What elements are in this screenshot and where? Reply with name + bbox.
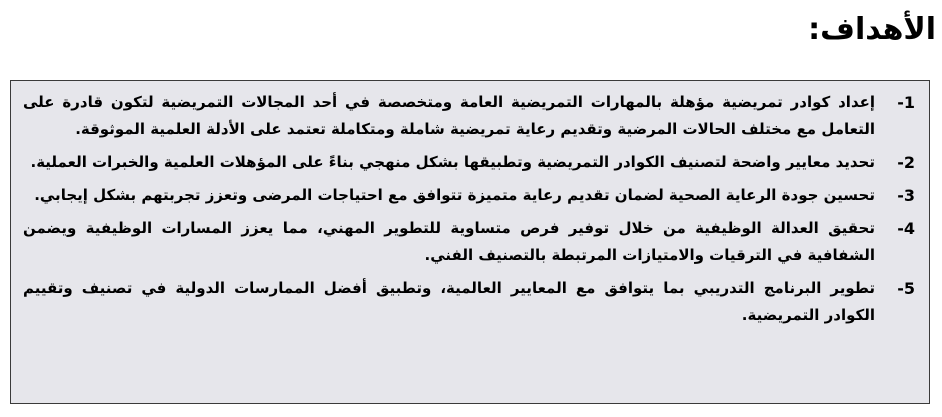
goal-text: تحديد معايير واضحة لتصنيف الكوادر التمريضية وتطبيقها بشكل منهجي بناءً على المؤهلات العلمية والخبرات العملية. [30, 153, 875, 171]
goal-number: -3 [897, 186, 915, 205]
goal-item-4 [23, 215, 915, 269]
goal-number: -2 [897, 153, 915, 172]
page-title: الأهداف: [808, 12, 936, 47]
goal-number: -5 [897, 279, 915, 298]
goal-text: تطوير البرنامج التدريبي بما يتوافق مع المعايير العالمية، وتطبيق أفضل الممارسات الدولية في تصنيف وتقييم الكوادر التمريضية. [23, 279, 875, 324]
goal-text: تحسين جودة الرعاية الصحية لضمان تقديم رعاية متميزة تتوافق مع احتياجات المرضى وتعزز تجربتهم بشكل إيجابي. [34, 186, 875, 204]
goal-item-3 [23, 182, 915, 209]
goal-item-2 [23, 149, 915, 176]
goal-item-5 [23, 275, 915, 329]
goal-item-1 [23, 89, 915, 143]
goal-number: -1 [897, 93, 915, 112]
goal-number: -4 [897, 219, 915, 238]
goal-text: إعداد كوادر تمريضية مؤهلة بالمهارات التمريضية العامة ومتخصصة في أحد المجالات التمريضية لتكون قادرة على التعامل مع مختلف الحالات المرضية وتقديم رعاية تمريضية شاملة ومتكاملة تعتمد على الأدلة العلمية الموثوقة. [23, 93, 875, 138]
goals-box [10, 80, 930, 404]
goals-list [23, 89, 915, 329]
goal-text: تحقيق العدالة الوظيفية من خلال توفير فرص متساوية للتطوير المهني، مما يعزز المسارات الوظيفية ويضمن الشفافية في الترقيات والامتيازات المرتبطة بالتصنيف الفني. [23, 219, 875, 264]
